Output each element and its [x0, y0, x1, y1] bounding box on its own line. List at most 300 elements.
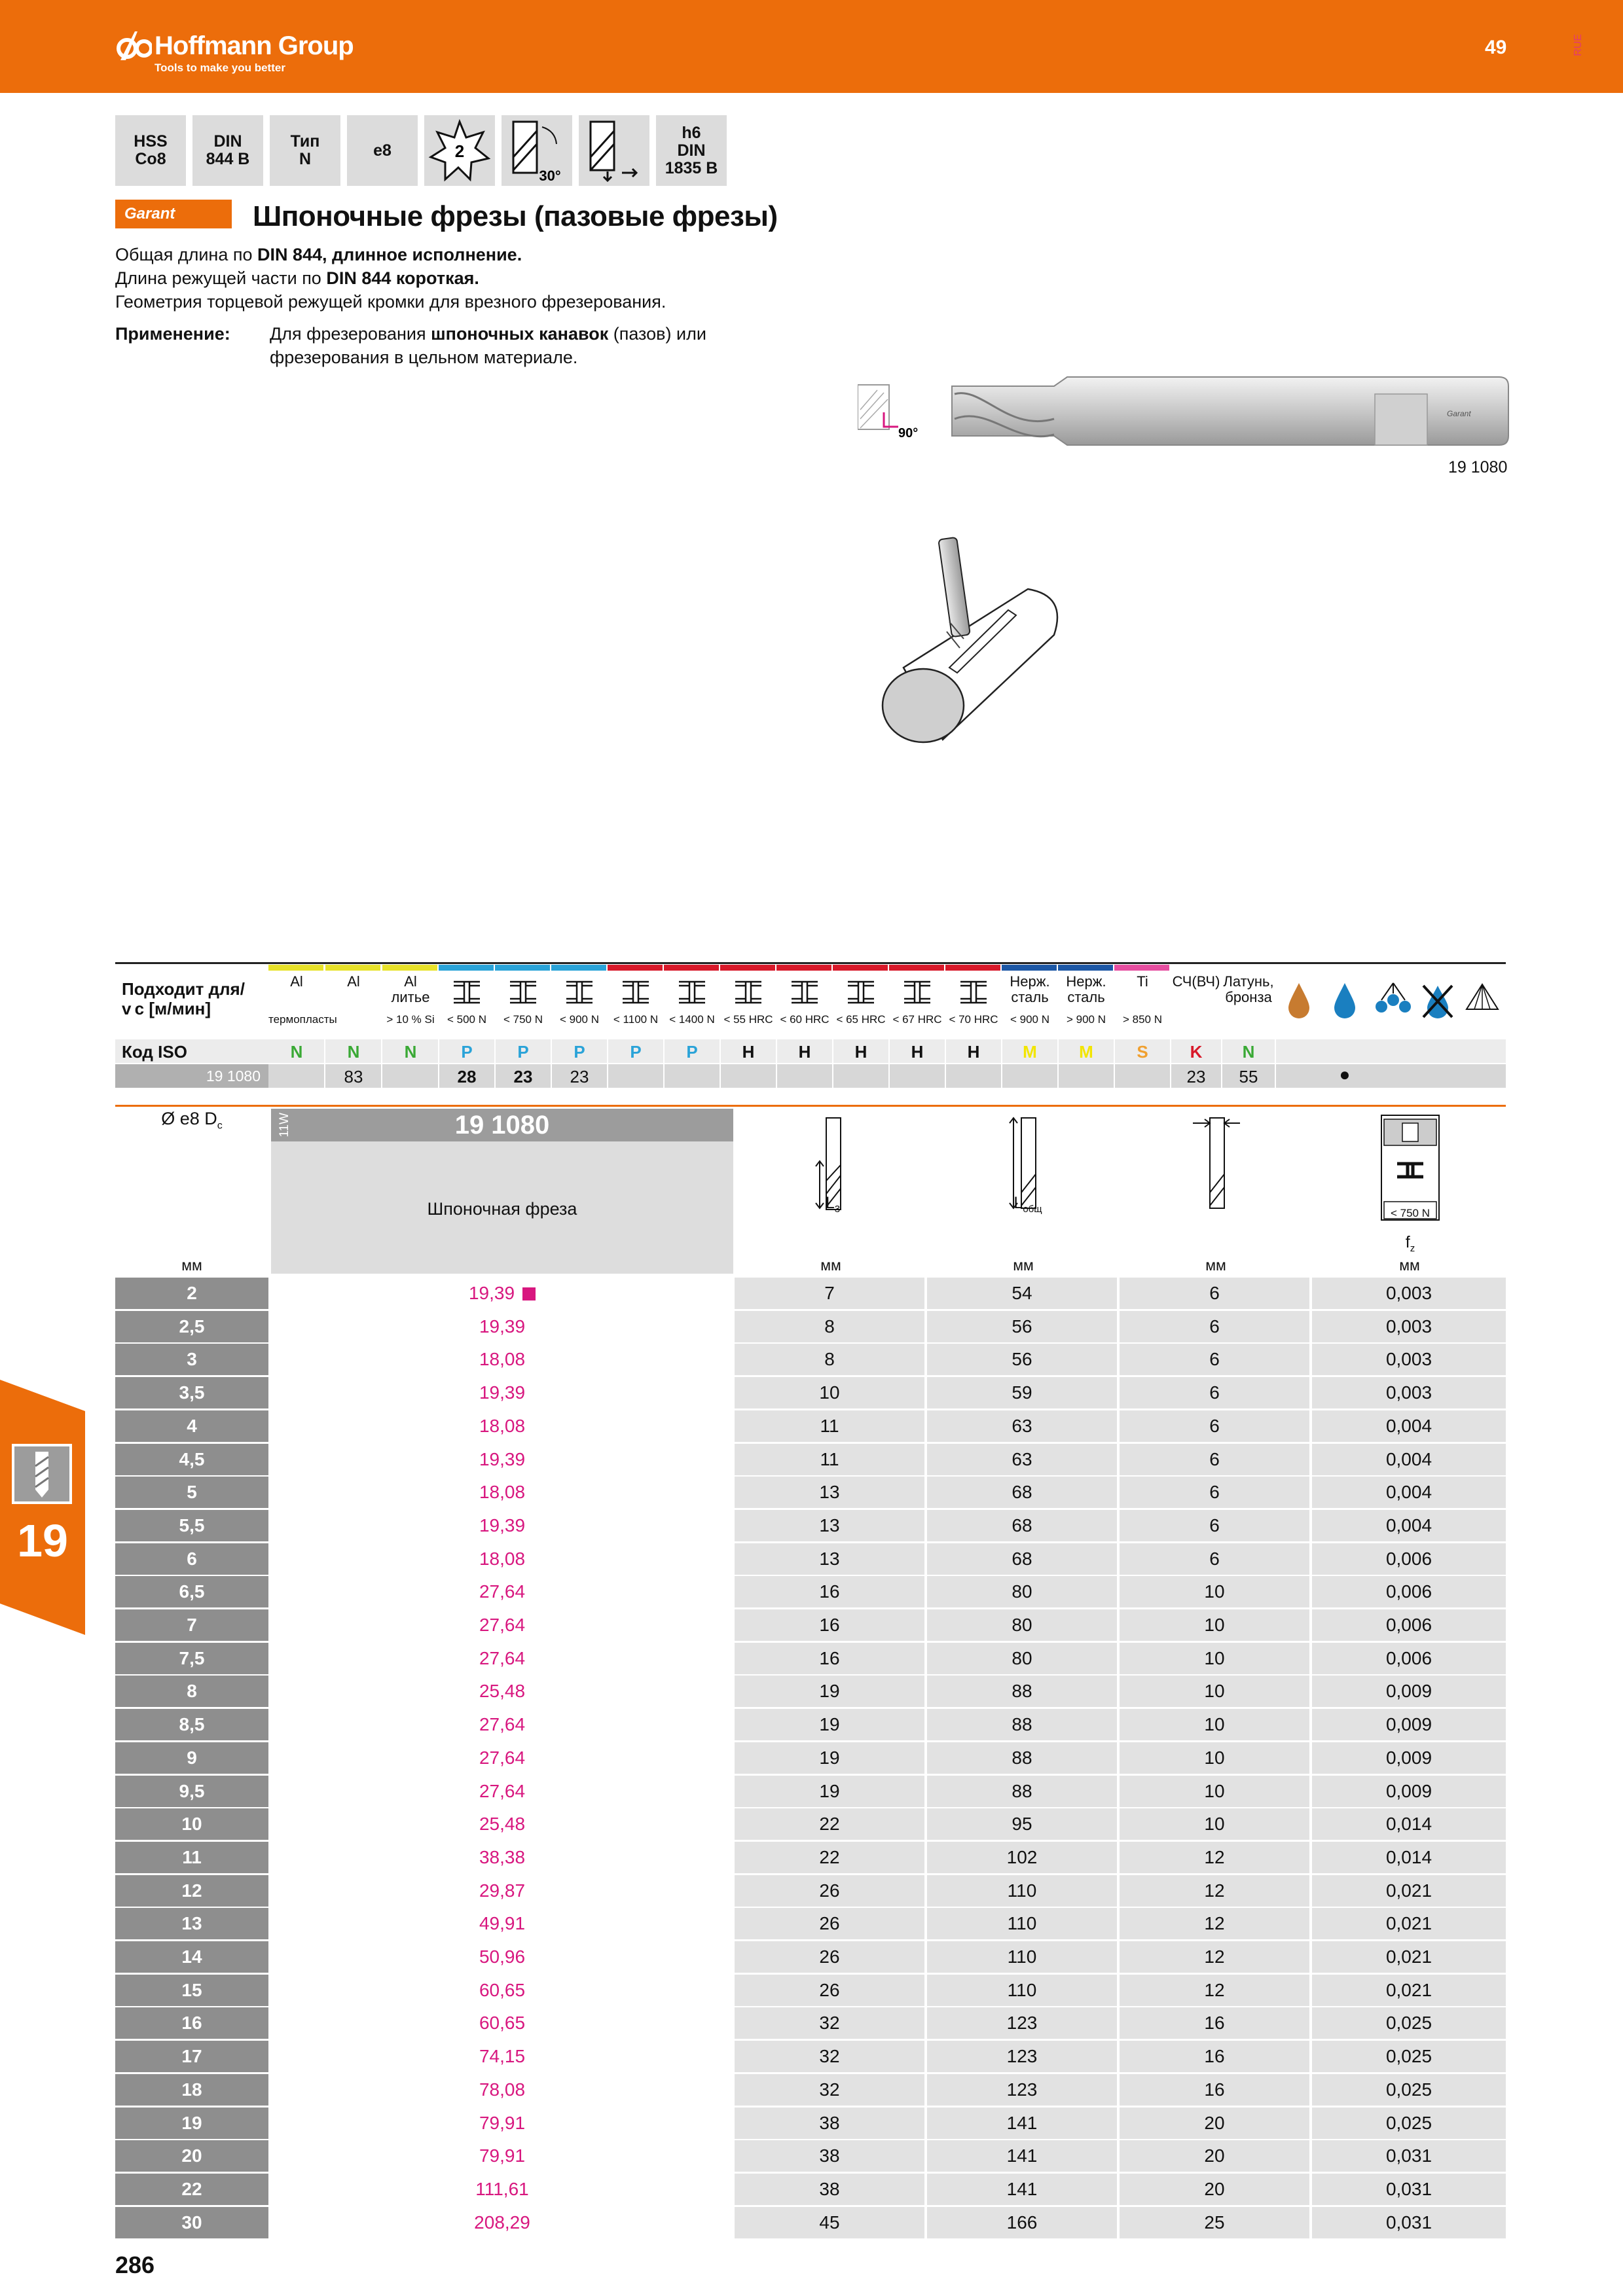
price-cell[interactable] — [271, 1510, 733, 1541]
total-length-cell: 68 — [927, 1510, 1117, 1541]
price-cell[interactable] — [271, 1643, 733, 1674]
steel-beam-icon — [958, 979, 989, 1005]
unit-fz: мм — [1399, 1257, 1420, 1274]
iso-code-cell: N — [347, 1042, 360, 1062]
brand-name: Hoffmann Group — [155, 31, 354, 60]
iso-code-cell: N — [290, 1042, 303, 1062]
table-row[interactable] — [115, 1344, 1506, 1375]
table-row[interactable] — [115, 1609, 1506, 1641]
material-color-bar — [776, 965, 831, 971]
material-subheader: < 1400 N — [669, 1013, 715, 1026]
iso-code-cell: P — [630, 1042, 642, 1062]
flute-length-cell: 19 — [735, 1776, 924, 1807]
table-row[interactable] — [115, 1576, 1506, 1607]
standard-box: DIN 844 B — [192, 115, 263, 186]
feed-per-tooth-cell: 0,025 — [1312, 2108, 1506, 2139]
total-length-cell: 141 — [927, 2108, 1117, 2139]
price-cell[interactable] — [271, 1908, 733, 1939]
col-header-shank — [1122, 1109, 1312, 1272]
price-cell[interactable] — [271, 1975, 733, 2006]
flutes-box — [424, 115, 495, 186]
feed-per-tooth-cell: 0,014 — [1312, 1842, 1506, 1873]
flute-length-cell: 22 — [735, 1808, 924, 1840]
price-value: 18,08 — [479, 1482, 526, 1502]
price-value: 111,61 — [475, 2179, 529, 2199]
flute-length-cell: 11 — [735, 1444, 924, 1475]
flute-length-cell: 8 — [735, 1344, 924, 1375]
table-row[interactable] — [115, 1742, 1506, 1774]
total-length-cell: 95 — [927, 1808, 1117, 1840]
suitability-label: Подходит для/ v c [м/мин] — [122, 979, 245, 1018]
material-color-bar — [720, 965, 775, 971]
table-row[interactable] — [115, 1908, 1506, 1939]
material-color-bar — [664, 965, 719, 971]
material-color-bar — [945, 965, 1000, 971]
price-cell[interactable] — [271, 1377, 733, 1408]
price-value: 78,08 — [479, 2079, 526, 2100]
unit-ltotal: мм — [1013, 1257, 1034, 1274]
flute-length-cell: 38 — [735, 2108, 924, 2139]
total-length-cell: 63 — [927, 1410, 1117, 1442]
shank-diameter-cell: 6 — [1120, 1311, 1309, 1342]
material-color-bar — [439, 965, 494, 971]
shank-diameter-cell: 6 — [1120, 1444, 1309, 1475]
total-length-cell: 80 — [927, 1576, 1117, 1607]
col-ltotal-label: $L_{общ}$ — [1013, 1194, 1042, 1215]
steel-beam-icon — [620, 979, 651, 1005]
diameter-cell: 8,5 — [115, 1709, 268, 1740]
flute-length-cell: 32 — [735, 2074, 924, 2106]
price-cell[interactable] — [271, 2074, 733, 2106]
material-header: Латунь, бронза — [1223, 973, 1274, 1005]
flute-length-cell: 26 — [735, 1941, 924, 1973]
steel-beam-icon — [733, 979, 764, 1005]
diameter-cell: 14 — [115, 1941, 268, 1973]
shank-diameter-cell: 6 — [1120, 1377, 1309, 1408]
material-subheader: < 900 N — [559, 1013, 599, 1026]
table-row[interactable] — [115, 2041, 1506, 2072]
shank-diameter-cell: 12 — [1120, 1875, 1309, 1907]
material-subheader: < 1100 N — [613, 1013, 659, 1026]
table-row[interactable] — [115, 1278, 1506, 1309]
total-length-cell: 123 — [927, 2041, 1117, 2072]
price-value: 18,08 — [479, 1549, 526, 1569]
price-value: 27,64 — [479, 1581, 526, 1602]
iso-code-cell: K — [1190, 1042, 1203, 1062]
diameter-header: Ø e8 $D_c$ — [161, 1109, 223, 1132]
price-cell[interactable] — [271, 1609, 733, 1641]
total-length-cell: 80 — [927, 1609, 1117, 1641]
iso-code-cell: H — [911, 1042, 924, 1062]
table-row[interactable] — [115, 1842, 1506, 1873]
feed-per-tooth-cell: 0,004 — [1312, 1477, 1506, 1508]
price-value: 50,96 — [479, 1946, 526, 1967]
table-row[interactable] — [115, 2207, 1506, 2238]
diameter-cell: 15 — [115, 1975, 268, 2006]
total-length-cell: 68 — [927, 1477, 1117, 1508]
material-header: Нерж. сталь — [1010, 973, 1050, 1005]
material-color-bar — [833, 965, 888, 971]
price-cell[interactable] — [271, 1543, 733, 1575]
feed-per-tooth-cell: 0,025 — [1312, 2041, 1506, 2072]
feed-per-tooth-cell: 0,009 — [1312, 1709, 1506, 1740]
price-value: 74,15 — [479, 2046, 526, 2066]
shank-diameter-cell: 20 — [1120, 2140, 1309, 2172]
chapter-number: 19 — [17, 1515, 68, 1566]
diameter-cell: 6 — [115, 1543, 268, 1575]
table-row[interactable] — [115, 1941, 1506, 1973]
price-value: 25,48 — [479, 1681, 526, 1701]
diameter-cell: 20 — [115, 2140, 268, 2172]
price-value: 19,39 — [479, 1515, 526, 1535]
table-row[interactable] — [115, 1377, 1506, 1408]
steel-beam-icon — [451, 979, 483, 1005]
cutting-speed-cell: 23 — [570, 1067, 589, 1086]
total-length-cell: 123 — [927, 2074, 1117, 2106]
material-subheader: < 500 N — [447, 1013, 486, 1026]
price-value: 29,87 — [479, 1880, 526, 1901]
keyway-milling-illustration — [877, 524, 1074, 772]
diameter-cell: 2,5 — [115, 1311, 268, 1342]
price-cell[interactable] — [271, 1709, 733, 1740]
fz-material-label: < 750 N — [1390, 1207, 1430, 1219]
diameter-cell: 16 — [115, 2007, 268, 2039]
iso-code-cell: H — [854, 1042, 867, 1062]
shank-diameter-cell: 6 — [1120, 1510, 1309, 1541]
table-row[interactable] — [115, 1410, 1506, 1442]
iso-code-cell: N — [1242, 1042, 1255, 1062]
page-number: 286 — [115, 2251, 155, 2278]
total-length-cell: 102 — [927, 1842, 1117, 1873]
dry-icon — [1419, 980, 1456, 1020]
table-row[interactable] — [115, 1510, 1506, 1541]
price-cell[interactable] — [271, 1742, 733, 1774]
iso-code-cell: M — [1079, 1042, 1093, 1062]
desc-line-2: Длина режущей части по DIN 844 короткая. — [115, 268, 479, 288]
feed-per-tooth-cell: 0,003 — [1312, 1311, 1506, 1342]
total-length-cell: 88 — [927, 1709, 1117, 1740]
col-header-fz — [1315, 1109, 1506, 1272]
price-cell[interactable] — [271, 1808, 733, 1840]
flute-length-cell: 19 — [735, 1742, 924, 1774]
price-value: 19,39 — [479, 1449, 526, 1469]
table-row[interactable] — [115, 1709, 1506, 1740]
price-cell[interactable] — [271, 1776, 733, 1807]
material-color-bar — [268, 965, 323, 971]
material-color-bar — [382, 965, 437, 971]
table-row[interactable] — [115, 2007, 1506, 2039]
diameter-cell: 7 — [115, 1609, 268, 1641]
flute-length-cell: 22 — [735, 1842, 924, 1873]
diameter-cell: 4,5 — [115, 1444, 268, 1475]
vc-row-article: 19 1080 — [115, 1064, 268, 1088]
material-subheader: < 65 HRC — [836, 1013, 886, 1026]
flute-length-cell: 32 — [735, 2041, 924, 2072]
table-row[interactable] — [115, 1875, 1506, 1907]
diameter-cell: 12 — [115, 1875, 268, 1907]
table-row[interactable] — [115, 2174, 1506, 2205]
table-row[interactable] — [115, 2074, 1506, 2106]
coolant-mark: ● — [1339, 1064, 1351, 1085]
feed-per-tooth-cell: 0,003 — [1312, 1377, 1506, 1408]
flute-length-cell: 26 — [735, 1908, 924, 1939]
flute-count-icon — [427, 118, 492, 183]
diameter-cell: 10 — [115, 1808, 268, 1840]
application-line-2: фрезерования в цельном материале. — [270, 348, 578, 367]
total-length-cell: 141 — [927, 2140, 1117, 2172]
diameter-cell: 7,5 — [115, 1643, 268, 1674]
material-subheader: > 900 N — [1066, 1013, 1106, 1026]
price-value: 79,91 — [479, 2113, 526, 2133]
header-bar — [0, 0, 1623, 93]
cutting-speed-cell: 83 — [344, 1067, 363, 1086]
diameter-cell: 13 — [115, 1908, 268, 1939]
flute-length-cell: 13 — [735, 1543, 924, 1575]
diameter-cell: 8 — [115, 1676, 268, 1707]
price-cell[interactable] — [271, 1875, 733, 1907]
oil-drop-icon — [1286, 980, 1312, 1020]
price-cell[interactable] — [271, 1311, 733, 1342]
shank-diameter-cell: 6 — [1120, 1543, 1309, 1575]
language-code: RUE — [1573, 34, 1584, 56]
diameter-cell: 19 — [115, 2108, 268, 2139]
flute-count-label: 2 — [454, 141, 465, 161]
table-row[interactable] — [115, 2140, 1506, 2172]
flute-length-cell: 10 — [735, 1377, 924, 1408]
total-length-cell: 141 — [927, 2174, 1117, 2205]
iso-code-cell: P — [461, 1042, 473, 1062]
table-row[interactable] — [115, 1643, 1506, 1674]
air-icon — [1463, 980, 1502, 1020]
shank-diameter-cell: 20 — [1120, 2108, 1309, 2139]
material-subheader: < 67 HRC — [892, 1013, 942, 1026]
diameter-cell: 9 — [115, 1742, 268, 1774]
tool-engraving: Garant — [1447, 409, 1471, 418]
material-color-bar — [495, 965, 550, 971]
plunge-cut-icon — [581, 118, 647, 183]
iso-code-label: Код ISO — [122, 1042, 187, 1062]
shank-diameter-cell: 10 — [1120, 1676, 1309, 1707]
material-subheader: < 60 HRC — [780, 1013, 830, 1026]
col-header-ltotal — [930, 1109, 1120, 1272]
diameter-cell: 2 — [115, 1278, 268, 1309]
price-cell[interactable] — [271, 2007, 733, 2039]
table-row[interactable] — [115, 1676, 1506, 1707]
product-name-header: Шпоночная фреза — [427, 1199, 577, 1219]
price-cell[interactable] — [271, 1278, 733, 1309]
helix-angle-label: 30° — [539, 168, 561, 183]
total-length-cell: 166 — [927, 2207, 1117, 2238]
table-row[interactable] — [115, 2108, 1506, 2139]
availability-marker-icon — [522, 1287, 536, 1300]
price-value: 18,08 — [479, 1416, 526, 1436]
feed-per-tooth-cell: 0,006 — [1312, 1576, 1506, 1607]
total-length-cell: 110 — [927, 1975, 1117, 2006]
iso-code-cell: P — [574, 1042, 585, 1062]
material-subheader: < 70 HRC — [949, 1013, 998, 1026]
diameter-cell: 9,5 — [115, 1776, 268, 1807]
price-cell[interactable] — [271, 2174, 733, 2205]
price-value: 60,65 — [479, 2013, 526, 2033]
flute-length-cell: 19 — [735, 1676, 924, 1707]
diameter-cell: 3 — [115, 1344, 268, 1375]
table-row[interactable] — [115, 1477, 1506, 1508]
flute-length-cell: 16 — [735, 1576, 924, 1607]
shank-diameter-cell: 12 — [1120, 1842, 1309, 1873]
application-label: Применение: — [115, 324, 230, 344]
desc-line-3: Геометрия торцевой режущей кромки для врезного фрезерования. — [115, 292, 666, 312]
shank-diameter-cell: 10 — [1120, 1609, 1309, 1641]
end-mill-image — [858, 373, 1512, 452]
steel-beam-icon — [845, 979, 877, 1005]
price-value: 60,65 — [479, 1980, 526, 2000]
feed-per-tooth-cell: 0,021 — [1312, 1908, 1506, 1939]
material-box: HSS Co8 — [115, 115, 186, 186]
image-article-number: 19 1080 — [1448, 458, 1508, 476]
price-cell[interactable] — [271, 1941, 733, 1973]
column-divider — [1275, 1039, 1276, 1088]
flute-length-cell: 26 — [735, 1875, 924, 1907]
flute-length-cell: 13 — [735, 1510, 924, 1541]
price-value: 27,64 — [479, 1648, 526, 1668]
mist-icon — [1374, 980, 1413, 1020]
material-header: Al — [290, 973, 303, 990]
col-fz-label: $f_z$ — [1405, 1233, 1415, 1254]
table-row[interactable] — [115, 1311, 1506, 1342]
iso-code-cell: H — [742, 1042, 755, 1062]
chapter-tab[interactable] — [0, 1380, 85, 1635]
total-length-cell: 80 — [927, 1643, 1117, 1674]
coolant-icons — [1275, 974, 1506, 1085]
cutting-speed-cell: 55 — [1239, 1067, 1258, 1086]
tolerance-box: e8 — [347, 115, 418, 186]
price-value: 25,48 — [479, 1814, 526, 1834]
iso-code-cell: H — [967, 1042, 980, 1062]
shank-diameter-cell: 10 — [1120, 1776, 1309, 1807]
unit-shank: мм — [1205, 1257, 1226, 1274]
steel-beam-icon — [902, 979, 933, 1005]
unit-diameter: мм — [181, 1257, 202, 1274]
price-cell[interactable] — [271, 1842, 733, 1873]
shank-diameter-cell: 6 — [1120, 1344, 1309, 1375]
iso-code-cell: P — [517, 1042, 529, 1062]
total-length-cell: 110 — [927, 1908, 1117, 1939]
price-cell[interactable] — [271, 1444, 733, 1475]
price-cell[interactable] — [271, 1676, 733, 1707]
price-cell[interactable] — [271, 2041, 733, 2072]
iso-code-cell: N — [404, 1042, 417, 1062]
price-cell[interactable] — [271, 2207, 733, 2238]
steel-beam-icon — [676, 979, 708, 1005]
total-length-cell: 88 — [927, 1742, 1117, 1774]
shank-diameter-cell: 16 — [1120, 2074, 1309, 2106]
desc-line-1: Общая длина по DIN 844, длинное исполнение. — [115, 245, 522, 264]
diameter-cell: 17 — [115, 2041, 268, 2072]
brand-tagline: Tools to make you better — [155, 62, 285, 74]
material-header: Ti — [1137, 973, 1148, 990]
shank-diameter-cell: 6 — [1120, 1278, 1309, 1309]
price-cell[interactable] — [271, 2140, 733, 2172]
diameter-cell: 30 — [115, 2207, 268, 2238]
price-value: 38,38 — [479, 1847, 526, 1867]
chapter-tab-shape — [0, 1380, 85, 1635]
shank-diameter-cell: 6 — [1120, 1477, 1309, 1508]
shank-diameter-cell: 25 — [1120, 2207, 1309, 2238]
feed-per-tooth-cell: 0,003 — [1312, 1344, 1506, 1375]
table-row[interactable] — [115, 1543, 1506, 1575]
feed-per-tooth-cell: 0,006 — [1312, 1543, 1506, 1575]
hoffmann-logo-icon — [115, 29, 152, 62]
feed-per-tooth-cell: 0,031 — [1312, 2140, 1506, 2172]
table-row[interactable] — [115, 1444, 1506, 1475]
iso-code-cell: H — [798, 1042, 811, 1062]
diameter-cell: 22 — [115, 2174, 268, 2205]
price-cell[interactable] — [271, 2108, 733, 2139]
material-header: Al — [347, 973, 360, 990]
price-cell[interactable] — [271, 1410, 733, 1442]
feed-per-tooth-cell: 0,004 — [1312, 1444, 1506, 1475]
feed-per-tooth-cell: 0,031 — [1312, 2174, 1506, 2205]
table-row[interactable] — [115, 1808, 1506, 1840]
shank-diameter-cell: 10 — [1120, 1643, 1309, 1674]
cutting-speed-cell: 23 — [513, 1067, 533, 1086]
feed-per-tooth-cell: 0,006 — [1312, 1643, 1506, 1674]
shank-diameter-cell: 16 — [1120, 2041, 1309, 2072]
table-row[interactable] — [115, 1776, 1506, 1807]
helix-angle-box — [501, 115, 572, 186]
catalog-page-code: 49 — [1485, 37, 1507, 58]
feed-per-tooth-cell: 0,004 — [1312, 1510, 1506, 1541]
diameter-cell: 5,5 — [115, 1510, 268, 1541]
price-value: 27,64 — [479, 1781, 526, 1801]
col-l3-label: $L_3$ — [825, 1194, 841, 1215]
total-length-cell: 56 — [927, 1344, 1117, 1375]
material-color-bar — [1002, 965, 1057, 971]
material-color-bar — [1058, 965, 1113, 971]
price-cell[interactable] — [271, 1477, 733, 1508]
shank-diameter-cell: 20 — [1120, 2174, 1309, 2205]
table-row[interactable] — [115, 1975, 1506, 2006]
total-length-cell: 110 — [927, 1875, 1117, 1907]
material-subheader: < 900 N — [1010, 1013, 1049, 1026]
material-subheader: < 750 N — [503, 1013, 543, 1026]
material-color-bar — [889, 965, 944, 971]
price-cell[interactable] — [271, 1344, 733, 1375]
shank-diameter-cell: 10 — [1120, 1709, 1309, 1740]
total-length-cell: 68 — [927, 1543, 1117, 1575]
price-value: 27,64 — [479, 1714, 526, 1734]
material-color-bar — [325, 965, 380, 971]
feed-per-tooth-cell: 0,009 — [1312, 1776, 1506, 1807]
total-length-cell: 88 — [927, 1776, 1117, 1807]
material-color-bar — [1114, 965, 1169, 971]
diameter-cell: 18 — [115, 2074, 268, 2106]
feed-per-tooth-cell: 0,031 — [1312, 2207, 1506, 2238]
shank-diameter-cell: 12 — [1120, 1908, 1309, 1939]
shank-diameter-cell: 12 — [1120, 1941, 1309, 1973]
water-drop-icon — [1332, 980, 1358, 1020]
total-length-cell: 123 — [927, 2007, 1117, 2039]
material-header: Al литье — [391, 973, 430, 1005]
product-title: Шпоночные фрезы (пазовые фрезы) — [253, 200, 778, 232]
price-value: 27,64 — [479, 1615, 526, 1635]
price-cell[interactable] — [271, 1576, 733, 1607]
price-value: 49,91 — [479, 1913, 526, 1933]
application-line-1: Для фрезерования шпоночных канавок (пазов) или — [270, 324, 706, 344]
cutting-speed-cell: 28 — [457, 1067, 477, 1086]
feed-per-tooth-cell: 0,025 — [1312, 2074, 1506, 2106]
unit-l3: мм — [820, 1257, 841, 1274]
